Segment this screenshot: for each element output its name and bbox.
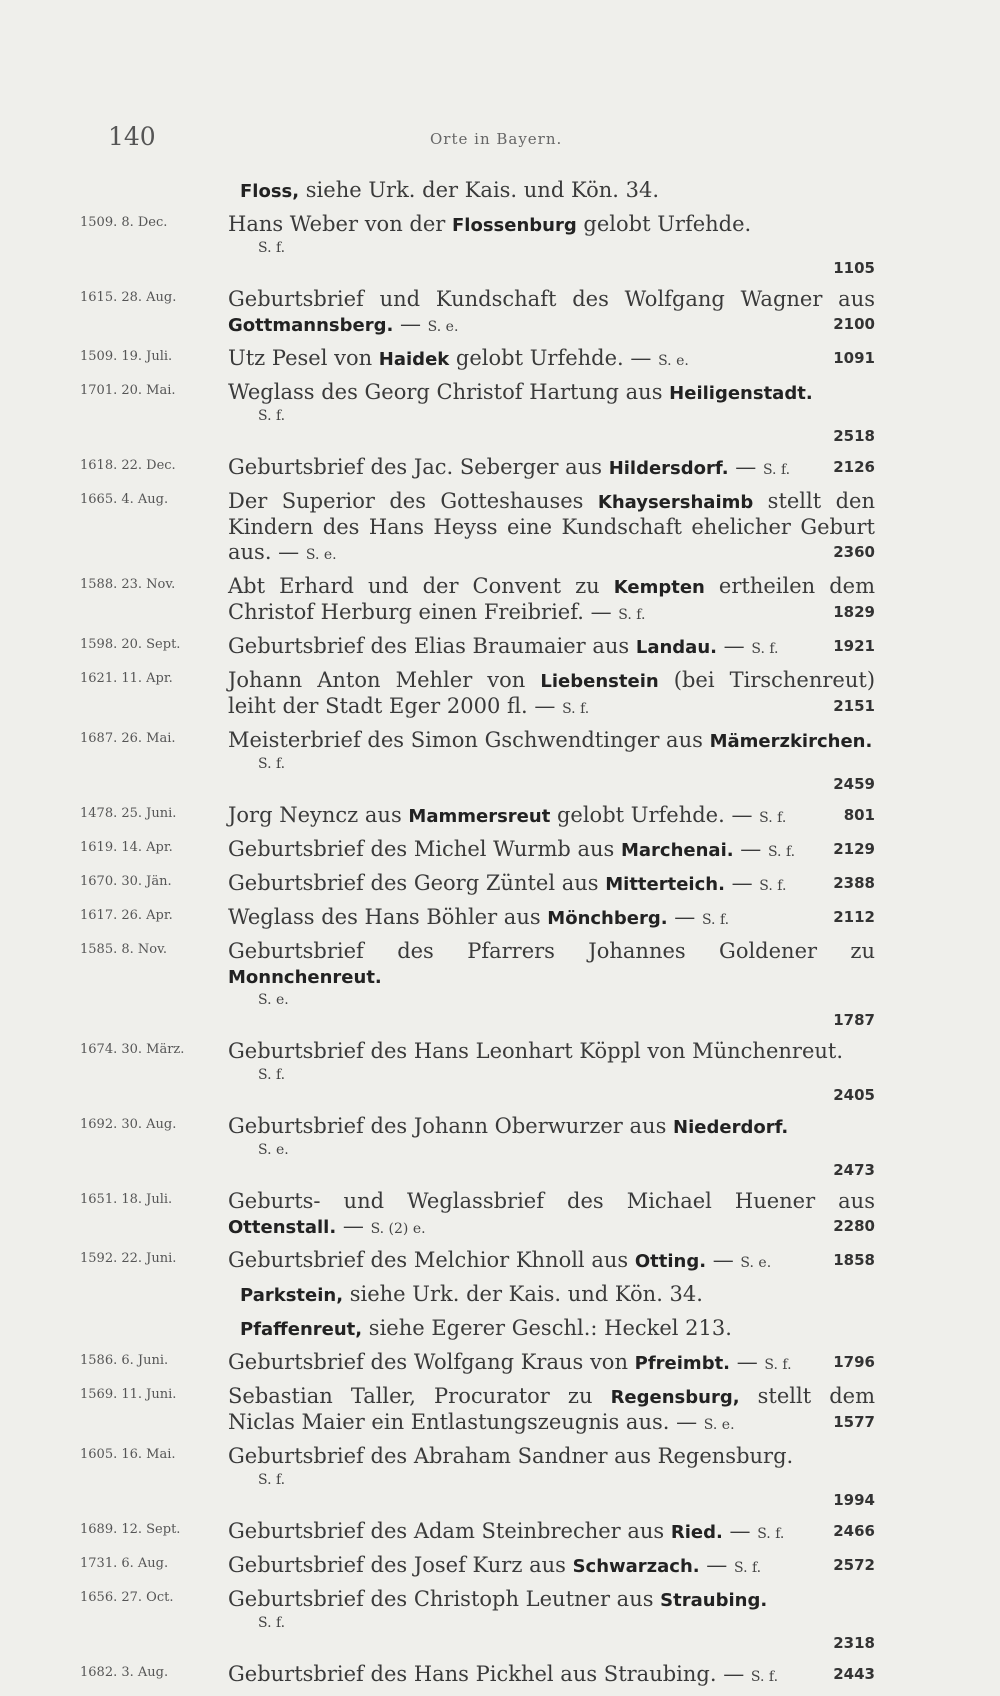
entry-text-after: stellt dem Niclas Maier ein Entlastungszeugnis aus. — bbox=[228, 1384, 875, 1434]
entry-text-before: Utz Pesel von bbox=[228, 346, 379, 370]
document-number: 2129 bbox=[833, 840, 875, 858]
seal-note: S. f. bbox=[258, 240, 286, 256]
document-number: 2100 bbox=[833, 315, 875, 333]
entry-text-before: Weglass des Hans Böhler aus bbox=[228, 905, 548, 929]
seal-note: S. f. bbox=[258, 408, 286, 424]
seal-note-inline: S. e. bbox=[740, 1255, 772, 1271]
entry-text bbox=[228, 1587, 875, 1656]
entry-text bbox=[228, 287, 875, 340]
entry-text bbox=[228, 837, 875, 865]
register-entry bbox=[80, 871, 900, 899]
entry-text-after: — bbox=[724, 871, 753, 895]
place-name: Otting. bbox=[634, 1251, 707, 1272]
entry-text bbox=[228, 1039, 875, 1108]
entry-text-before: Sebastian Taller, Procurator zu bbox=[228, 1384, 611, 1408]
entry-text-before: Johann Anton Mehler von bbox=[228, 668, 541, 692]
entry-text bbox=[228, 1519, 875, 1547]
place-name: Floss, bbox=[240, 181, 300, 202]
seal-note: S. f. bbox=[258, 1067, 286, 1083]
entry-text bbox=[228, 574, 875, 628]
entry-date: 1509. 19. Juli. bbox=[80, 349, 173, 364]
entry-text-before: Geburtsbrief des Josef Kurz aus bbox=[228, 1553, 573, 1577]
entry-date: 1588. 23. Nov. bbox=[80, 577, 176, 592]
entry-text-after: gelobt Urfehde. — bbox=[449, 346, 652, 370]
register-entry bbox=[80, 455, 900, 483]
entry-text-before: Geburtsbrief des Georg Züntel aus bbox=[228, 871, 606, 895]
entry-text bbox=[228, 380, 875, 449]
entry-text-before: Geburtsbrief des Abraham Sandner aus Regensburg. bbox=[228, 1444, 794, 1468]
entry-text bbox=[228, 1444, 875, 1513]
entry-date: 1670. 30. Jän. bbox=[80, 874, 172, 889]
register-entry bbox=[80, 634, 900, 662]
document-number: 2280 bbox=[833, 1217, 875, 1235]
document-number: 2459 bbox=[833, 775, 875, 793]
entry-text-before: Geburtsbrief des Michel Wurmb aus bbox=[228, 837, 621, 861]
register-entry bbox=[80, 1384, 900, 1438]
entry-text bbox=[228, 1189, 875, 1242]
seal-note-inline: S. e. bbox=[305, 547, 337, 563]
register-entry bbox=[80, 728, 900, 797]
entry-text-before: Geburtsbrief des Adam Steinbrecher aus bbox=[228, 1519, 671, 1543]
document-number: 1921 bbox=[833, 637, 875, 655]
register-entry bbox=[80, 1039, 900, 1108]
register-entry bbox=[80, 1587, 900, 1656]
entry-text-after: siehe Urk. der Kais. und Kön. 34. bbox=[343, 1282, 703, 1306]
document-number: 1994 bbox=[833, 1491, 875, 1509]
seal-note-inline: S. e. bbox=[658, 353, 689, 369]
place-name: Parkstein, bbox=[240, 1285, 344, 1306]
register-entry bbox=[80, 1248, 900, 1276]
entry-text-after: siehe Urk. der Kais. und Kön. 34. bbox=[299, 178, 659, 202]
place-name: Regensburg, bbox=[610, 1387, 740, 1408]
document-number: 2126 bbox=[833, 458, 875, 476]
entry-text-before: Hans Weber von der bbox=[228, 212, 452, 236]
register-entry bbox=[80, 212, 900, 281]
place-name: Niederdorf. bbox=[673, 1117, 789, 1138]
seal-note-inline: S. f. bbox=[759, 810, 787, 826]
entry-text-after: — bbox=[336, 1214, 364, 1238]
entry-text-before: Geburtsbrief des Wolfgang Kraus von bbox=[228, 1350, 635, 1374]
entry-date: 1687. 26. Mai. bbox=[80, 731, 176, 746]
document-number: 1858 bbox=[833, 1251, 875, 1269]
document-number: 2466 bbox=[833, 1522, 875, 1540]
place-heading bbox=[80, 1282, 900, 1310]
entry-date: 1615. 28. Aug. bbox=[80, 290, 177, 305]
page-number: 140 bbox=[108, 122, 156, 151]
register-entry bbox=[80, 1444, 900, 1513]
entry-text-before: Jorg Neyncz aus bbox=[228, 803, 409, 827]
place-name: Kempten bbox=[613, 577, 705, 598]
entry-text bbox=[228, 212, 875, 281]
seal-note: S. f. bbox=[258, 1615, 286, 1631]
seal-note: S. e. bbox=[258, 992, 289, 1008]
document-number: 2388 bbox=[833, 874, 875, 892]
register-entry bbox=[80, 1350, 900, 1378]
place-name: Hildersdorf. bbox=[608, 458, 729, 479]
entry-text bbox=[228, 668, 875, 722]
entry-text-before: Geburtsbrief des Jac. Seberger aus bbox=[228, 455, 609, 479]
place-name: Pfaffenreut, bbox=[240, 1319, 363, 1340]
register-entry bbox=[80, 837, 900, 865]
entry-text bbox=[228, 1248, 875, 1276]
entry-text-after: gelobt Urfehde. — bbox=[550, 803, 753, 827]
place-name: Pfreimbt. bbox=[634, 1353, 731, 1374]
seal-note: S. f. bbox=[258, 756, 286, 772]
register-entry bbox=[80, 346, 900, 374]
place-name: Marchenai. bbox=[620, 840, 734, 861]
document-number: 1105 bbox=[833, 259, 875, 277]
entry-text-after: — bbox=[667, 905, 696, 929]
seal-note: S. e. bbox=[258, 1142, 289, 1158]
entry-text bbox=[228, 1114, 875, 1183]
entry-date: 1692. 30. Aug. bbox=[80, 1117, 177, 1132]
place-name: Mammersreut bbox=[408, 806, 551, 827]
register-entry bbox=[80, 1519, 900, 1547]
register-entry bbox=[80, 489, 900, 568]
seal-note-inline: S. (2) e. bbox=[370, 1221, 426, 1237]
running-title: Orte in Bayern. bbox=[430, 130, 563, 148]
register-entry bbox=[80, 939, 900, 1033]
place-name: Schwarzach. bbox=[572, 1556, 700, 1577]
register-entry bbox=[80, 380, 900, 449]
entry-text-before: Geburtsbrief des Hans Pickhel aus Straubing. — bbox=[228, 1662, 745, 1686]
place-name: Gottmannsberg. bbox=[228, 315, 394, 336]
entry-text-after: — bbox=[393, 312, 421, 336]
register-entries bbox=[80, 178, 900, 1696]
entry-date: 1656. 27. Oct. bbox=[80, 1590, 174, 1605]
register-entry bbox=[80, 905, 900, 933]
place-name: Ottenstall. bbox=[228, 1217, 337, 1238]
register-entry bbox=[80, 1114, 900, 1183]
entry-text-before: Der Superior des Gotteshauses bbox=[228, 489, 598, 513]
entry-date: 1617. 26. Apr. bbox=[80, 908, 173, 923]
place-name: Khaysershaimb bbox=[597, 492, 754, 513]
seal-note-inline: S. f. bbox=[618, 607, 646, 623]
register-entry bbox=[80, 1662, 900, 1690]
entry-text bbox=[228, 1350, 875, 1378]
document-number: 2518 bbox=[833, 427, 875, 445]
document-number: 2360 bbox=[833, 543, 875, 561]
entry-text-after: ertheilen dem Christof Herburg einen Freibrief. — bbox=[228, 574, 875, 624]
entry-text-before: Geburts- und Weglassbrief des Michael Huener aus bbox=[228, 1189, 875, 1213]
entry-text-after: gelobt Urfehde. bbox=[576, 212, 752, 236]
seal-note-inline: S. f. bbox=[751, 641, 779, 657]
register-entry bbox=[80, 1189, 900, 1242]
entry-text-after: — bbox=[716, 634, 745, 658]
entry-date: 1651. 18. Juli. bbox=[80, 1192, 173, 1207]
register-entry bbox=[80, 287, 900, 340]
entry-text bbox=[228, 871, 875, 899]
entry-date: 1605. 16. Mai. bbox=[80, 1447, 176, 1462]
entry-text bbox=[228, 1553, 875, 1581]
register-entry bbox=[80, 1553, 900, 1581]
place-name: Mönchberg. bbox=[547, 908, 668, 929]
place-name: Monnchenreut. bbox=[228, 967, 382, 988]
entry-date: 1598. 20. Sept. bbox=[80, 637, 181, 652]
seal-note: S. f. bbox=[258, 1472, 286, 1488]
seal-note-inline: S. f. bbox=[759, 878, 787, 894]
entry-text bbox=[228, 728, 875, 797]
entry-date: 1619. 14. Apr. bbox=[80, 840, 173, 855]
seal-note-inline: S. e. bbox=[703, 1417, 735, 1433]
entry-date: 1682. 3. Aug. bbox=[80, 1665, 169, 1680]
seal-note-inline: S. f. bbox=[762, 462, 791, 478]
page-header bbox=[0, 118, 1000, 158]
seal-note-inline: S. f. bbox=[701, 912, 730, 928]
document-number: 1577 bbox=[833, 1413, 875, 1431]
entry-text bbox=[240, 1282, 875, 1310]
document-number: 2318 bbox=[833, 1634, 875, 1652]
entry-text bbox=[228, 905, 875, 933]
entry-text-before: Geburtsbrief des Hans Leonhart Köppl von Münchenreut. bbox=[228, 1039, 844, 1063]
entry-date: 1701. 20. Mai. bbox=[80, 383, 176, 398]
place-name: Liebenstein bbox=[540, 671, 659, 692]
place-name: Landau. bbox=[635, 637, 717, 658]
entry-text-before: Weglass des Georg Christof Hartung aus bbox=[228, 380, 670, 404]
entry-text-after: — bbox=[730, 1350, 758, 1374]
seal-note-inline: S. e. bbox=[427, 319, 459, 335]
entry-text-before: Abt Erhard und der Convent zu bbox=[228, 574, 614, 598]
place-heading bbox=[80, 178, 900, 206]
document-number: 1787 bbox=[833, 1011, 875, 1029]
document-number: 1796 bbox=[833, 1353, 875, 1371]
entry-text bbox=[228, 803, 875, 831]
entry-date: 1509. 8. Dec. bbox=[80, 215, 168, 230]
entry-text-after: — bbox=[733, 837, 762, 861]
entry-text bbox=[228, 346, 875, 374]
entry-text-before: Geburtsbrief des Johann Oberwurzer aus bbox=[228, 1114, 674, 1138]
entry-text-after: — bbox=[706, 1248, 734, 1272]
entry-text bbox=[240, 1316, 875, 1344]
seal-note-inline: S. f. bbox=[764, 1357, 792, 1373]
entry-text-before: Geburtsbrief des Pfarrers Johannes Goldener zu bbox=[228, 939, 875, 963]
entry-date: 1586. 6. Juni. bbox=[80, 1353, 169, 1368]
place-name: Ried. bbox=[670, 1522, 723, 1543]
entry-text bbox=[228, 455, 875, 483]
document-number: 1829 bbox=[833, 603, 875, 621]
entry-text-before: Geburtsbrief des Melchior Khnoll aus bbox=[228, 1248, 635, 1272]
entry-text bbox=[240, 178, 875, 206]
seal-note-inline: S. f. bbox=[750, 1669, 779, 1685]
entry-text-before: Geburtsbrief des Christoph Leutner aus bbox=[228, 1587, 661, 1611]
entry-date: 1592. 22. Juni. bbox=[80, 1251, 177, 1266]
entry-text bbox=[228, 489, 875, 568]
entry-date: 1621. 11. Apr. bbox=[80, 671, 173, 686]
entry-text-before: Geburtsbrief des Elias Braumaier aus bbox=[228, 634, 636, 658]
entry-text-after: — bbox=[722, 1519, 751, 1543]
entry-text-after: — bbox=[699, 1553, 728, 1577]
document-number: 801 bbox=[843, 806, 875, 824]
seal-note-inline: S. f. bbox=[733, 1560, 762, 1576]
entry-date: 1731. 6. Aug. bbox=[80, 1556, 169, 1571]
entry-date: 1569. 11. Juni. bbox=[80, 1387, 177, 1402]
register-entry bbox=[80, 803, 900, 831]
place-heading bbox=[80, 1316, 900, 1344]
entry-text-after: stellt den Kindern des Hans Heyss eine Kundschaft ehelicher Geburt aus. — bbox=[228, 489, 875, 564]
document-number: 2473 bbox=[833, 1161, 875, 1179]
entry-date: 1618. 22. Dec. bbox=[80, 458, 176, 473]
entry-text bbox=[228, 1384, 875, 1438]
document-number: 2572 bbox=[833, 1556, 875, 1574]
document-number: 1091 bbox=[833, 349, 875, 367]
seal-note-inline: S. f. bbox=[562, 701, 590, 717]
document-number: 2151 bbox=[833, 697, 875, 715]
entry-date: 1674. 30. März. bbox=[80, 1042, 185, 1057]
place-name: Haidek bbox=[378, 349, 450, 370]
seal-note-inline: S. f. bbox=[757, 1526, 785, 1542]
entry-text bbox=[228, 1662, 875, 1690]
place-name: Heiligenstadt. bbox=[669, 383, 813, 404]
entry-date: 1665. 4. Aug. bbox=[80, 492, 169, 507]
register-entry bbox=[80, 668, 900, 722]
entry-date: 1478. 25. Juni. bbox=[80, 806, 177, 821]
entry-text bbox=[228, 634, 875, 662]
entry-text-after: (bei Tirschenreut) leiht der Stadt Eger 2000 fl. — bbox=[228, 668, 876, 718]
entry-date: 1585. 8. Nov. bbox=[80, 942, 168, 957]
entry-text bbox=[228, 939, 875, 1033]
place-name: Mitterteich. bbox=[605, 874, 725, 895]
entry-date: 1689. 12. Sept. bbox=[80, 1522, 181, 1537]
document-number: 2405 bbox=[833, 1086, 875, 1104]
entry-text-after: siehe Egerer Geschl.: Heckel 213. bbox=[362, 1316, 732, 1340]
register-entry bbox=[80, 574, 900, 628]
seal-note-inline: S. f. bbox=[767, 844, 796, 860]
place-name: Flossenburg bbox=[452, 215, 577, 236]
entry-text-before: Geburtsbrief und Kundschaft des Wolfgang Wagner aus bbox=[228, 287, 875, 311]
entry-text-after: — bbox=[728, 455, 757, 479]
document-number: 2112 bbox=[833, 908, 875, 926]
place-name: Straubing. bbox=[660, 1590, 768, 1611]
document-number: 2443 bbox=[833, 1665, 875, 1683]
place-name: Mämerzkirchen. bbox=[709, 731, 873, 752]
entry-text-before: Meisterbrief des Simon Gschwendtinger aus bbox=[228, 728, 710, 752]
